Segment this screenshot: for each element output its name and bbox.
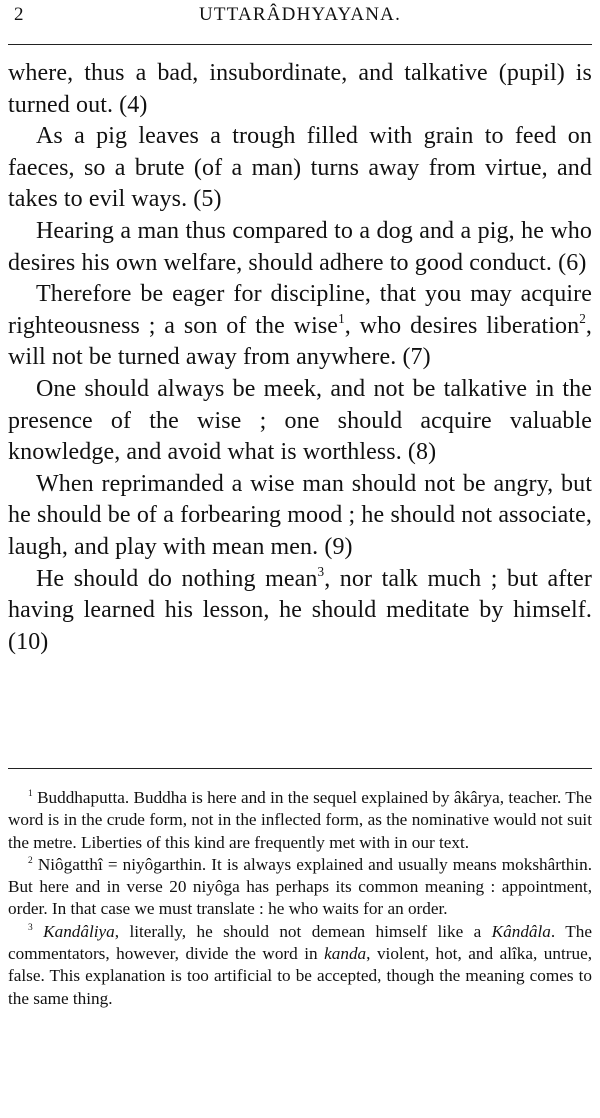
verse-10-text-a: He should do nothing mean bbox=[36, 565, 318, 592]
footnote-3-term-2: Kândâla bbox=[491, 921, 551, 941]
footnote-3 bbox=[8, 921, 592, 1010]
main-text bbox=[8, 58, 592, 658]
verse-10-text-b: , nor talk much ; but after having learned his lesson, he should meditate by himself. (10) bbox=[8, 565, 592, 655]
footnote-3-text-b: . The commentators, however, divide the word in bbox=[8, 921, 592, 964]
paragraph-verse-10 bbox=[8, 564, 592, 659]
verse-7-text-a: Therefore be eager for discipline, that you may acquire righteousness ; a son of the wise bbox=[8, 281, 592, 339]
footnote-3-term: Kandâliya bbox=[43, 921, 115, 941]
footnote-ref-3: 3 bbox=[317, 563, 325, 579]
page-number: 2 bbox=[14, 4, 25, 25]
footnote-2-term: Niôgatthî bbox=[37, 854, 103, 874]
paragraph-verse-8: One should always be meek, and not be talkative in the presence of the wise ; one should acquire valuable knowledge, and avoid what is worthless. (8) bbox=[8, 375, 592, 466]
footnotes bbox=[8, 787, 592, 1010]
footnote-marker-2: 2 bbox=[28, 855, 33, 866]
paragraph-verse-5: As a pig leaves a trough filled with grain to feed on faeces, so a brute (of a man) turns away from virtue, and takes to evil ways. (5) bbox=[8, 123, 592, 213]
header-rule bbox=[8, 44, 592, 45]
footnote-2 bbox=[8, 854, 592, 921]
footnote-ref-2: 2 bbox=[579, 310, 586, 326]
footnote-1 bbox=[8, 787, 592, 854]
paragraph-verse-6: Hearing a man thus compared to a dog and a pig, he who desires his own welfare, should adhere to good conduct. (6) bbox=[8, 217, 592, 276]
footnote-1-text: Buddhaputta. Buddha is here and in the sequel explained by âkârya, teacher. The word is in the crude form, not in the inflected form, as the nominative would not suit the metre. Liberties of this kind are frequently met with in our text. bbox=[8, 788, 593, 852]
verse-7-text-b: , who desires liberation bbox=[344, 312, 580, 339]
verse-7-text-c: , will not be turned away from anywhere. (7) bbox=[8, 312, 592, 371]
running-header bbox=[8, 4, 592, 30]
footnote-3-text-a: , literally, he should not demean himself like a bbox=[114, 921, 492, 941]
footnote-3-term-3: kanda bbox=[324, 944, 367, 964]
footnote-ref-1: 1 bbox=[338, 310, 345, 326]
paragraph-verse-9: When reprimanded a wise man should not be angry, but he should be of a forbearing mood ; he should not associate, laugh, and play with mean men. (9) bbox=[8, 470, 592, 560]
footnote-marker-1: 1 bbox=[28, 788, 33, 799]
paragraph-verse-7 bbox=[8, 279, 592, 374]
footnote-marker-3: 3 bbox=[28, 922, 33, 933]
paragraph-verse-4: where, thus a bad, insubordinate, and talkative (pupil) is turned out. (4) bbox=[8, 60, 592, 118]
footnote-rule bbox=[8, 768, 592, 769]
running-title: UTTARÂDHYAYANA. bbox=[198, 4, 402, 25]
footnote-3-text-c: , violent, hot, and alîka, untrue, false. This explanation is too artificial to be accepted, though the meaning comes to the same thing. bbox=[8, 944, 592, 1008]
footnote-2-text: = niyôgarthin. It is always explained and usually means mokshârthin. But here and in verse 20 niyôga has perhaps its common meaning : appointment, order. In that case we must translate : he who waits for an order. bbox=[8, 854, 592, 919]
